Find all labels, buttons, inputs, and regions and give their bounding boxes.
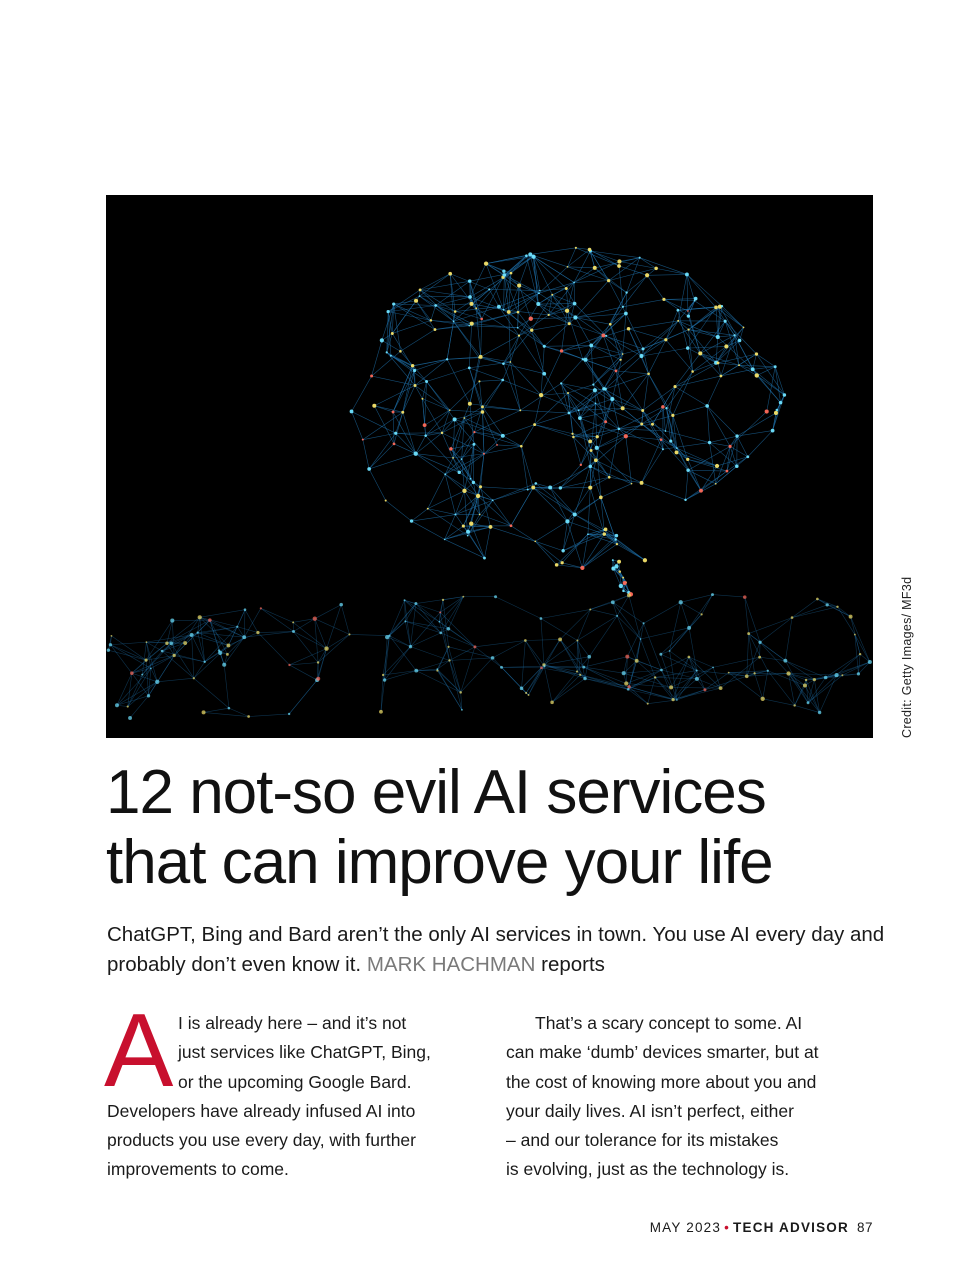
network-nodes	[107, 247, 872, 720]
issue-date: MAY 2023	[649, 1220, 722, 1235]
body-line: That’s a scary concept to some. AI	[535, 1013, 803, 1033]
body-line: the cost of knowing more about you and	[506, 1071, 817, 1092]
headline-line-1: 12 not-so evil AI services	[106, 758, 766, 827]
standfirst	[107, 920, 887, 980]
standfirst-suffix: reports	[541, 953, 605, 976]
body-line: just services like ChatGPT, Bing,	[178, 1042, 431, 1063]
body-line: or the upcoming Google Bard.	[178, 1071, 412, 1092]
page-footer	[650, 1220, 873, 1235]
body-column-left	[107, 1009, 477, 1185]
hero-image	[106, 195, 873, 738]
body-line: improvements to come.	[107, 1159, 289, 1180]
footer-separator: •	[724, 1220, 731, 1235]
body-line: is evolving, just as the technology is.	[506, 1159, 790, 1180]
standfirst-text: ChatGPT, Bing and Bard aren’t the only AI services in town. You use AI every day and probably don’t even know it.	[107, 923, 885, 976]
body-line: your daily lives. AI isn’t perfect, either	[506, 1100, 794, 1121]
page-number: 87	[856, 1220, 873, 1235]
body-line: I is already here – and it’s not	[178, 1013, 407, 1033]
body-line: products you use every day, with further	[107, 1130, 416, 1151]
headline-line-2: that can improve your life	[106, 828, 773, 897]
photo-credit: Credit: Getty Images/ MF3d	[900, 576, 914, 738]
article-headline	[106, 758, 956, 898]
drop-cap: A	[104, 993, 174, 1109]
body-line: can make ‘dumb’ devices smarter, but at	[506, 1042, 819, 1063]
author-byline: MARK HACHMAN	[366, 953, 536, 976]
network-links	[108, 248, 869, 718]
body-column-right	[506, 1009, 881, 1185]
magazine-name: TECH ADVISOR	[733, 1220, 849, 1235]
neural-network-brain-illustration	[106, 195, 873, 738]
body-line: – and our tolerance for its mistakes	[506, 1130, 779, 1151]
body-line: Developers have already infused AI into	[107, 1100, 416, 1121]
